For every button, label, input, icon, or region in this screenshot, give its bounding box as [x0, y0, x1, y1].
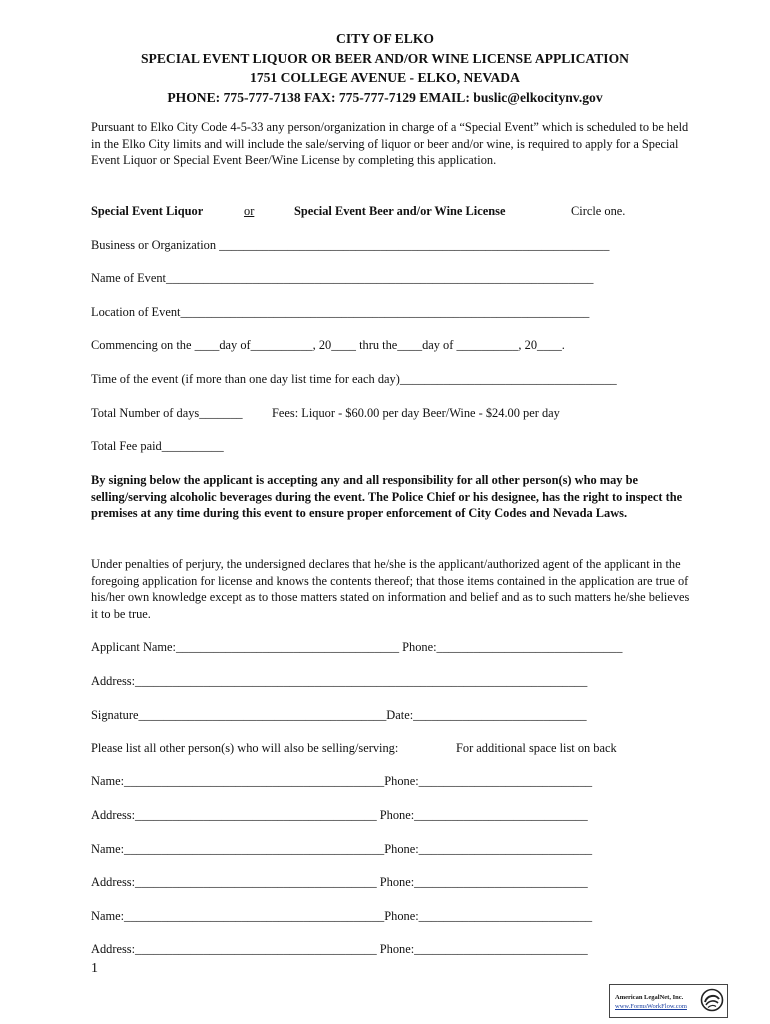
other-person-address-field[interactable]: Address:_______________________________________ Phone:____________________________	[91, 875, 588, 889]
globe-swirl-icon	[700, 988, 724, 1012]
other-person-address-field[interactable]: Address:_______________________________________ Phone:____________________________	[91, 808, 588, 822]
header-contact: PHONE: 775-777-7138 FAX: 775-777-7129 EMAIL: buslic@elkocitynv.gov	[167, 89, 603, 105]
footer-company: American LegalNet, Inc.	[615, 994, 684, 1001]
footer-badge	[609, 984, 728, 1018]
header-city: CITY OF ELKO	[336, 31, 434, 46]
fees-info: Fees: Liquor - $60.00 per day Beer/Wine - $24.00 per day	[272, 406, 560, 420]
total-days-field[interactable]: Total Number of days_______	[91, 406, 243, 420]
other-person-name-field[interactable]: Name:__________________________________________Phone:____________________________	[91, 909, 593, 923]
page-number: 1	[91, 961, 98, 976]
applicant-address-field[interactable]: Address:_________________________________________________________________________	[91, 674, 588, 688]
event-name-field[interactable]: Name of Event_____________________________________________________________________	[91, 271, 594, 285]
additional-space-note: For additional space list on back	[456, 741, 617, 755]
business-field[interactable]: Business or Organization _______________________________________________________________	[91, 238, 610, 252]
circle-one-instruction: Circle one.	[571, 204, 626, 218]
responsibility-statement: By signing below the applicant is accepting any and all responsibility for all other person(s) who may be selling/serving alcoholic beverages during the event. The Police Chief or his designee, has the right to inspect the premises at any time during this event to ensure proper enforcement of City Codes and Nevada Laws.	[91, 473, 683, 521]
event-time-field[interactable]: Time of the event (if more than one day list time for each day)___________________________________	[91, 372, 617, 386]
perjury-statement: Under penalties of perjury, the undersigned declares that he/she is the applicant/authorized agent of the applicant in the foregoing application for license and knows the contents thereof; that those items contained in the application are true of his/her own knowledge except as to those matters stated on information and belief and as to such matters he/she believes it to be true.	[91, 557, 690, 621]
signature-field[interactable]: Signature________________________________________Date:____________________________	[91, 708, 587, 722]
other-person-name-field[interactable]: Name:__________________________________________Phone:____________________________	[91, 842, 593, 856]
license-option-liquor[interactable]: Special Event Liquor	[91, 204, 204, 218]
other-person-name-field[interactable]: Name:__________________________________________Phone:____________________________	[91, 774, 593, 788]
other-person-address-field[interactable]: Address:_______________________________________ Phone:____________________________	[91, 942, 588, 956]
document-header	[0, 29, 770, 107]
license-option-beer-wine[interactable]: Special Event Beer and/or Wine License	[294, 204, 506, 218]
intro-paragraph: Pursuant to Elko City Code 4-5-33 any person/organization in charge of a “Special Event” which is scheduled to be held in the Elko City limits and will include the sale/serving of liquor or beer and/or wine, is required to apply for a Special Event Liquor or Special Event Beer/Wine License by completing this application.	[91, 120, 689, 168]
license-option-or: or	[244, 204, 255, 218]
header-title: SPECIAL EVENT LIQUOR OR BEER AND/OR WINE LICENSE APPLICATION	[141, 50, 629, 66]
header-address: 1751 COLLEGE AVENUE - ELKO, NEVADA	[250, 70, 520, 85]
applicant-name-field[interactable]: Applicant Name:____________________________________ Phone:______________________________	[91, 640, 623, 654]
footer-link[interactable]: www.FormsWorkFlow.com	[615, 1003, 687, 1010]
commencing-field[interactable]: Commencing on the ____day of__________, 20____ thru the____day of __________, 20____.	[91, 338, 565, 352]
total-fee-field[interactable]: Total Fee paid__________	[91, 439, 224, 453]
location-field[interactable]: Location of Event__________________________________________________________________	[91, 305, 590, 319]
other-persons-prompt: Please list all other person(s) who will also be selling/serving:	[91, 741, 399, 755]
